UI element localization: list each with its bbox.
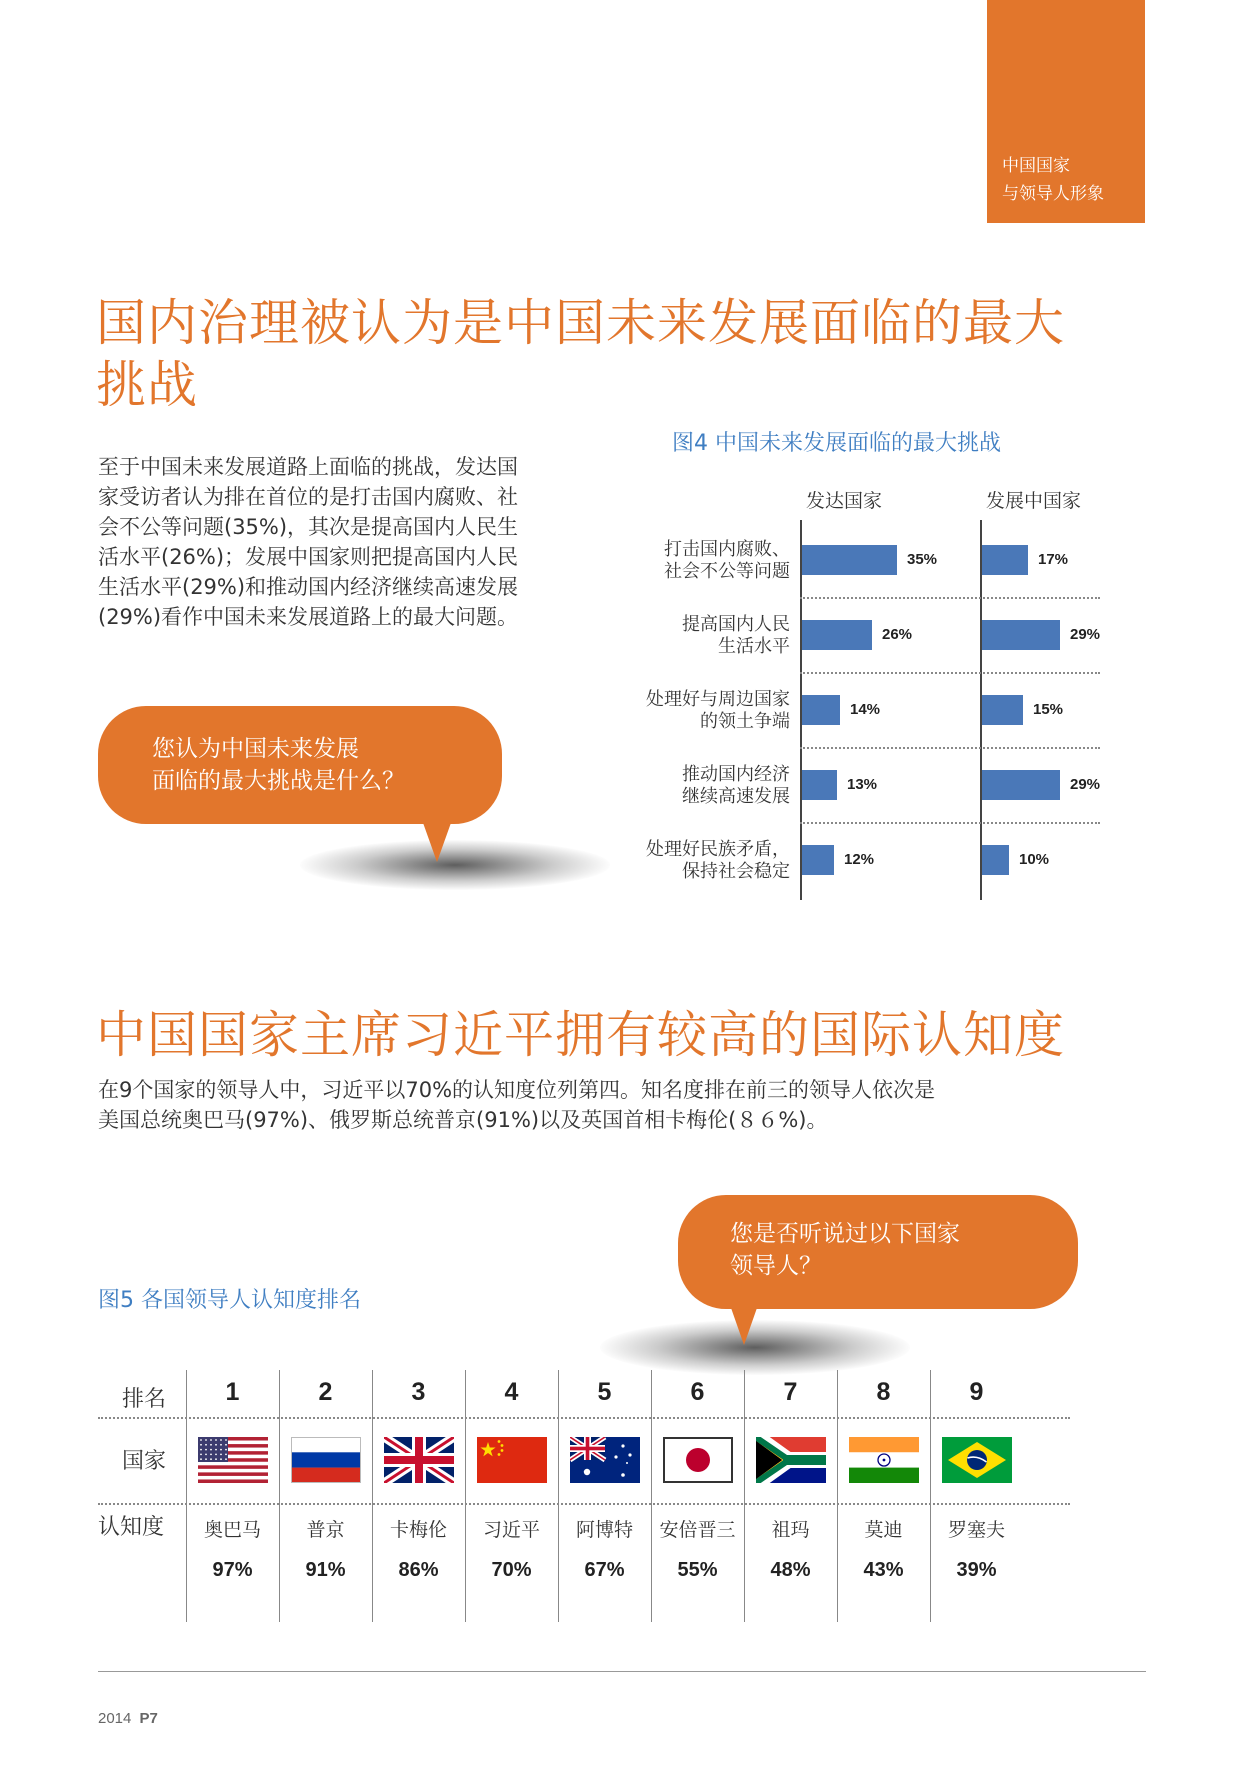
column-separator [930,1370,931,1622]
category-label-line: 推动国内经济 [682,764,790,785]
rank-number: 3 [411,1378,426,1406]
leader-name: 安倍晋三 [659,1519,736,1541]
australia-flag-icon [570,1437,640,1483]
awareness-value: 70% [491,1559,532,1581]
bar-value-label: 29% [1070,626,1101,643]
table-divider [98,1503,1070,1505]
uk-flag-icon [384,1437,454,1483]
paragraph-line: 至于中国未来发展道路上面临的挑战，发达国 [98,455,518,479]
bubble2-line2: 领导人？ [730,1253,822,1279]
table-divider [98,1417,1070,1419]
column-separator [744,1370,745,1622]
bar-value-label: 29% [1070,776,1101,793]
row-divider [800,597,1100,599]
section1-heading [96,292,1065,416]
awareness-value: 43% [863,1559,904,1581]
bar [802,545,897,575]
section1-heading-line2: 挑战 [96,356,198,414]
section-tab-line2: 与领导人形象 [1002,184,1104,204]
bar-value-label: 17% [1038,551,1069,568]
section-tab-line1: 中国国家 [1002,156,1070,176]
awareness-value: 55% [677,1559,718,1581]
leader-name: 阿博特 [575,1519,633,1541]
india-flag-icon [849,1437,919,1483]
paragraph-line: 家受访者认为排在首位的是打击国内腐败、社 [98,485,518,509]
rank-number: 8 [876,1378,891,1406]
rank-number: 5 [597,1378,612,1406]
column-separator [372,1370,373,1622]
rank-number: 9 [969,1378,984,1406]
row-divider [800,672,1100,674]
column-separator [186,1370,187,1622]
usa-flag-icon [198,1437,268,1483]
paragraph-line: (29%)看作中国未来发展道路上的最大问题。 [98,605,519,629]
section1-paragraph [98,452,618,632]
bubble2-line1: 您是否听说过以下国家 [730,1221,960,1247]
leader-name: 普京 [306,1519,345,1541]
series-header: 发展中国家 [986,490,1082,512]
leader-name: 奥巴马 [203,1519,261,1541]
row-label-rank: 排名 [122,1387,167,1412]
brazil-flag-icon [942,1437,1012,1483]
fig4-caption: 图4 中国未来发展面临的最大挑战 [672,431,1001,456]
footer-rule [98,1671,1146,1672]
leader-name: 卡梅伦 [389,1519,447,1541]
category-label-line: 处理好民族矛盾， [646,839,790,860]
column-separator [279,1370,280,1622]
bar-value-label: 26% [882,626,913,643]
bar [802,695,840,725]
rank-number: 2 [318,1378,333,1406]
awareness-value: 39% [956,1559,997,1581]
column-separator [465,1370,466,1622]
category-label [600,539,790,583]
column-separator [837,1370,838,1622]
category-label-line: 打击国内腐败、 [664,539,790,560]
awareness-value: 48% [770,1559,811,1581]
bar [982,845,1009,875]
bubble-shadow [300,840,610,890]
section2-paragraph-line1: 在9个国家的领导人中，习近平以70%的认知度位列第四。知名度排在前三的领导人依次是 [98,1078,936,1102]
south-africa-flag-icon [756,1437,826,1483]
fig5-caption: 图5 各国领导人认知度排名 [98,1288,361,1313]
row-label-awareness: 认知度 [98,1515,165,1540]
footer [98,1710,158,1727]
series-header: 发达国家 [806,490,883,512]
column-separator [558,1370,559,1622]
footer-year: 2014 [98,1710,132,1727]
bar [982,620,1060,650]
leader-name: 习近平 [482,1519,540,1541]
row-label-country: 国家 [122,1449,167,1474]
paragraph-line: 活水平(26%)；发展中国家则把提高国内人民 [98,545,519,569]
row-divider [800,747,1100,749]
bubble-tail [730,1305,758,1345]
bar [802,620,872,650]
fig5-table [98,1370,1070,1622]
category-label [600,614,790,658]
bubble-tail [422,820,452,862]
awareness-value: 86% [398,1559,439,1581]
bar-value-label: 14% [850,701,881,718]
awareness-value: 97% [212,1559,253,1581]
row-divider [800,822,1100,824]
category-label-line: 提高国内人民 [682,614,790,635]
rank-number: 6 [690,1378,705,1406]
leader-name: 莫迪 [864,1519,903,1541]
bar-value-label: 15% [1033,701,1064,718]
bar-value-label: 35% [907,551,938,568]
category-label [600,689,790,733]
fig4-chart [610,480,1110,900]
section1-heading-line1: 国内治理被认为是中国未来发展面临的最大 [96,294,1065,352]
question-bubble-2 [678,1195,1078,1309]
paragraph-line: 会不公等问题(35%)，其次是提高国内人民生 [98,515,519,539]
section2-paragraph-line2: 美国总统奥巴马(97%)、俄罗斯总统普京(91%)以及英国首相卡梅伦(８６%)。 [98,1108,828,1132]
section-tab [987,0,1145,223]
column-separator [651,1370,652,1622]
category-label [600,839,790,883]
category-label-line: 社会不公等问题 [664,561,790,582]
category-label-line: 的领土争端 [700,711,790,732]
bar [982,770,1060,800]
rank-number: 4 [504,1378,519,1406]
rank-number: 7 [783,1378,798,1406]
section2-heading: 中国国家主席习近平拥有较高的国际认知度 [96,1006,1065,1064]
bar [982,695,1023,725]
bar [802,845,834,875]
bar [982,545,1028,575]
section2-paragraph [98,1075,1158,1135]
bar-value-label: 13% [847,776,878,793]
bubble1-line2: 面临的最大挑战是什么？ [152,768,405,794]
category-label [600,764,790,808]
china-flag-icon [477,1437,547,1483]
bar [802,770,837,800]
bar-value-label: 12% [844,851,875,868]
category-label-line: 生活水平 [718,636,790,657]
bar-value-label: 10% [1019,851,1050,868]
category-label-line: 保持社会稳定 [682,861,790,882]
russia-flag-icon [291,1437,361,1483]
leader-name: 罗塞夫 [947,1519,1005,1541]
category-label-line: 继续高速发展 [682,786,790,807]
awareness-value: 67% [584,1559,625,1581]
category-label-line: 处理好与周边国家 [646,689,790,710]
japan-flag-icon [663,1437,733,1483]
leader-name: 祖玛 [771,1519,810,1541]
awareness-value: 91% [305,1559,346,1581]
question-bubble-1 [98,706,502,824]
rank-number: 1 [225,1378,240,1406]
bubble1-line1: 您认为中国未来发展 [152,736,359,762]
footer-page-number: P7 [139,1710,158,1727]
paragraph-line: 生活水平(29%)和推动国内经济继续高速发展 [98,575,519,599]
